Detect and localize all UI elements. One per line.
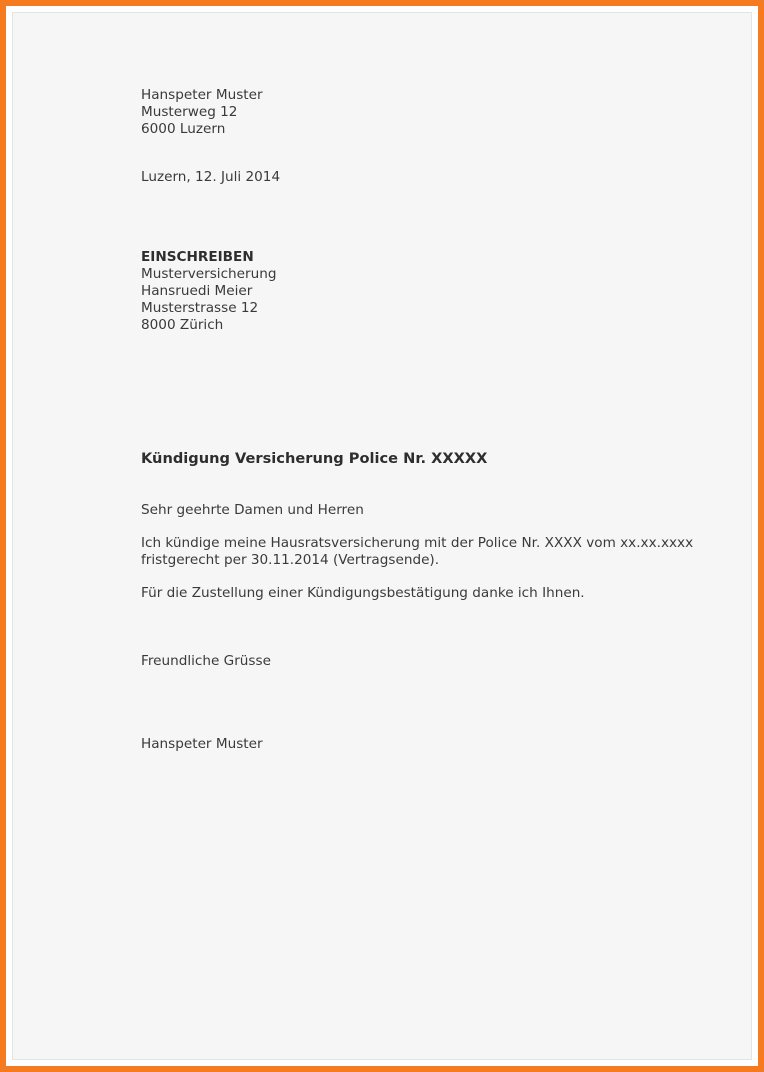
delivery-mode: EINSCHREIBEN	[141, 249, 254, 265]
recipient-street: Musterstrasse 12	[141, 300, 259, 316]
subject-text: Kündigung Versicherung Police Nr. XXXXX	[141, 450, 488, 467]
sender-street: Musterweg 12	[141, 104, 238, 120]
closing	[141, 653, 271, 670]
place-date-text: Luzern, 12. Juli 2014	[141, 169, 281, 185]
body-line-1: Ich kündige meine Hausratsversicherung mit der Police Nr. XXXX vom xx.xx.xxxx	[141, 535, 694, 551]
recipient-person: Hansruedi Meier	[141, 283, 253, 299]
signature	[141, 736, 263, 753]
body-line-2: fristgerecht per 30.11.2014 (Vertragsende).	[141, 552, 440, 568]
body-paragraph-2	[141, 585, 585, 602]
body-line-3: Für die Zustellung einer Kündigungsbestätigung danke ich Ihnen.	[141, 585, 585, 601]
sender-address	[141, 87, 263, 138]
recipient-company: Musterversicherung	[141, 266, 277, 282]
body-paragraph-1	[141, 535, 693, 569]
sender-name: Hanspeter Muster	[141, 87, 263, 103]
letter-page	[12, 12, 752, 1060]
subject-line	[141, 450, 487, 467]
place-date	[141, 169, 280, 186]
sender-city: 6000 Luzern	[141, 121, 226, 137]
salutation-text: Sehr geehrte Damen und Herren	[141, 502, 364, 518]
signature-name: Hanspeter Muster	[141, 736, 263, 752]
recipient-address	[141, 249, 276, 334]
salutation	[141, 502, 364, 519]
closing-text: Freundliche Grüsse	[141, 653, 271, 669]
recipient-city: 8000 Zürich	[141, 317, 224, 333]
